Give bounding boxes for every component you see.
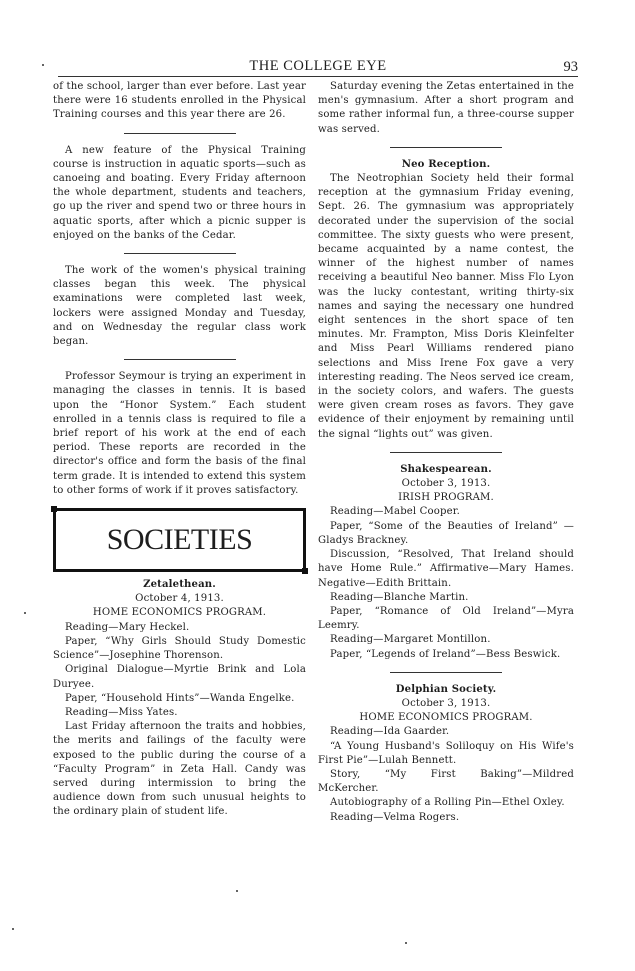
zetalethean-program: HOME ECONOMICS PROGRAM. xyxy=(92,607,267,619)
program-item: Original Dialogue—Myrtie Brink and Lola Duryee. xyxy=(53,664,306,690)
scan-speck xyxy=(236,890,238,892)
paragraph-honor-system: Professor Seymour is trying an experiment in managing the classes in tennis. It is based upon the “Honor System.” Each student enrolled in a tennis class is required to file a brief report of his work at the end of each period. These reports are recorded in the director's office and form the basis of the final term grade. It is intended to extend this system to other forms of work if it proves satisfactory. xyxy=(53,371,306,496)
page-header xyxy=(58,58,578,78)
divider xyxy=(390,672,502,673)
right-column xyxy=(318,80,574,825)
program-item: Reading—Mary Heckel. xyxy=(65,621,190,633)
program-item: Reading—Velma Rogers. xyxy=(330,811,460,823)
program-item: Paper, “Why Girls Should Study Domestic Science”—Josephine Thorenson. xyxy=(53,635,306,662)
program-item: Autobiography of a Rolling Pin—Ethel Oxley. xyxy=(330,797,565,809)
divider xyxy=(390,452,502,453)
program-item: Reading—Blanche Martin. xyxy=(330,591,469,603)
divider xyxy=(124,359,236,360)
program-item: Reading—Margaret Montillon. xyxy=(330,634,491,646)
program-item: Story, “My First Baking”—Mildred McKercher. xyxy=(318,768,574,795)
program-item: Reading—Mabel Cooper. xyxy=(330,506,460,518)
left-column xyxy=(53,80,306,820)
paragraph-enrollment: of the school, larger than ever before. Last year there were 16 students enrolled in the Physical Training courses and this year there are 26. xyxy=(53,81,306,121)
scan-speck xyxy=(405,942,407,944)
program-item: Discussion, “Resolved, That Ireland should have Home Rule.” Affirmative—Mary Hames. Negative—Edith Brittain. xyxy=(318,549,574,589)
divider xyxy=(390,147,502,148)
paragraph-faculty-program: Last Friday afternoon the traits and hobbies, the merits and failings of the faculty were exposed to the public during the course of a “Faculty Program” in Zeta Hall. Candy was served during intermission to bring the audience down from such unusual heights to the ordinary plain of student life. xyxy=(53,721,306,818)
divider xyxy=(124,133,236,134)
scan-speck xyxy=(12,928,14,930)
delphian-date: October 3, 1913. xyxy=(401,697,491,709)
zetalethean-heading: Zetalethean. xyxy=(143,579,216,591)
societies-banner-title: SOCIETIES xyxy=(106,522,253,556)
neo-heading: Neo Reception. xyxy=(401,158,491,170)
program-item: “A Young Husband's Soliloquy on His Wife's First Pie”—Lulah Bennett. xyxy=(318,740,574,766)
publication-title: THE COLLEGE EYE xyxy=(249,58,387,74)
paragraph-zetas-entertained: Saturday evening the Zetas entertained in the men's gymnasium. After a short program and some rather informal fun, a three-course supper was served. xyxy=(318,81,574,135)
program-item: Reading—Ida Gaarder. xyxy=(330,726,450,738)
delphian-program: HOME ECONOMICS PROGRAM. xyxy=(359,712,533,724)
zetalethean-date: October 4, 1913. xyxy=(135,593,224,605)
shakespearean-heading: Shakespearean. xyxy=(400,463,492,475)
program-item: Paper, “Some of the Beauties of Ireland” —Gladys Brackney. xyxy=(318,520,574,546)
paragraph-womens-training: The work of the women's physical training classes began this week. The physical examinations were completed last week, lockers were assigned Monday and Tuesday, and on Wednesday the regular class work began. xyxy=(53,265,306,348)
societies-banner xyxy=(53,508,306,572)
shakespearean-date: October 3, 1913. xyxy=(401,478,491,490)
delphian-heading: Delphian Society. xyxy=(395,683,497,695)
divider xyxy=(124,253,236,254)
program-item: Paper, “Romance of Old Ireland”—Myra Leemry. xyxy=(318,605,574,632)
scan-speck xyxy=(42,64,44,66)
page-number: 93 xyxy=(563,59,578,75)
scan-speck xyxy=(24,612,26,614)
program-item: Paper, “Legends of Ireland”—Bess Beswick. xyxy=(330,648,561,660)
program-item: Paper, “Household Hints”—Wanda Engelke. xyxy=(65,692,295,704)
paragraph-neo-reception: The Neotrophian Society held their formal reception at the gymnasium Friday evening, Sept. 26. The gymnasium was appropriately decorated under the supervision of the social committee. The sixty guests who were present, became acquainted by a name contest, the winner of the highest number of names receiving a beautiful Neo banner. Miss Flo Lyon was the lucky contestant, writing thirty-six names and saying the necessary one hundred eight sentences in the short space of ten minutes. Mr. Frampton, Miss Doris Kleinfelter and Miss Pearl Williams rendered piano selections and Miss Irene Fox gave a very interesting reading. The Neos served ice cream, in the society colors, and wafers. The guests were given cream roses as favors. They gave evidence of their enjoyment by remaining until the signal “lights out” was given. xyxy=(318,173,574,440)
program-item: Reading—Miss Yates. xyxy=(65,706,178,718)
shakespearean-program: IRISH PROGRAM. xyxy=(398,492,494,504)
paragraph-aquatic-sports: A new feature of the Physical Training course is instruction in aquatic sports—such as canoeing and boating. Every Friday afternoon the whole department, students and teachers, go up the river and spend two or three hours in aquatic sports, after which a picnic supper is enjoyed on the banks of the Cedar. xyxy=(53,144,306,241)
header-rule xyxy=(58,76,578,77)
